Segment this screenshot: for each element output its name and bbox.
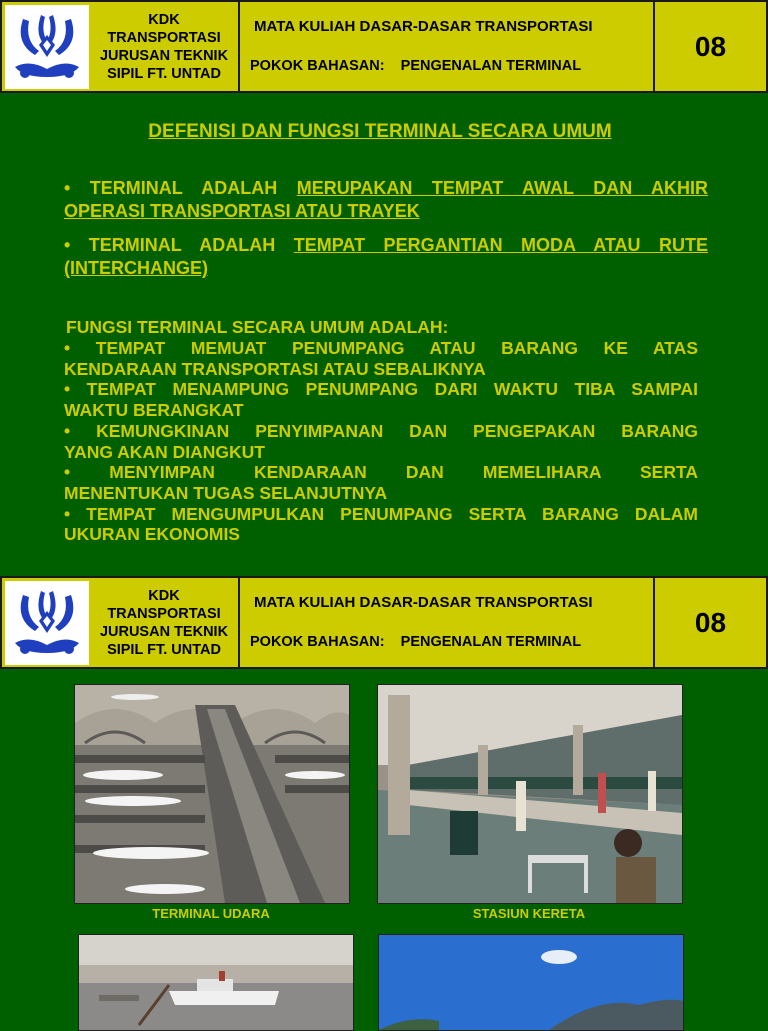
fungsi-line: KENDARAAN TRANSPORTASI ATAU SEBALIKNYA bbox=[64, 358, 486, 379]
slide2-header bbox=[0, 576, 768, 669]
fungsi-list bbox=[64, 338, 698, 545]
bus-terminal-photo bbox=[378, 934, 684, 1031]
fungsi-line: • MENYIMPAN KENDARAAN DAN MEMELIHARA SERTA bbox=[64, 462, 698, 483]
institution-line: KDK bbox=[148, 11, 180, 28]
fungsi-item bbox=[64, 338, 698, 379]
institution-line: TRANSPORTASI bbox=[107, 29, 221, 46]
photo-caption: TERMINAL UDARA bbox=[152, 906, 270, 921]
fungsi-line: WAKTU BERANGKAT bbox=[64, 400, 244, 421]
university-logo bbox=[5, 5, 89, 89]
definition-highlight: MERUPAKAN TEMPAT AWAL DAN AKHIR bbox=[296, 178, 708, 198]
fungsi-line: • TEMPAT MENGUMPULKAN PENUMPANG SERTA BARANG DALAM bbox=[64, 503, 698, 524]
institution-line: SIPIL FT. UNTAD bbox=[107, 65, 221, 82]
institution-block bbox=[90, 578, 240, 667]
institution-line: JURUSAN TEKNIK bbox=[99, 623, 229, 640]
course-title: MATA KULIAH DASAR-DASAR TRANSPORTASI bbox=[254, 18, 593, 35]
fungsi-line: • TEMPAT MENAMPUNG PENUMPANG DARI WAKTU TIBA SAMPAI bbox=[64, 379, 698, 400]
harbor-photo bbox=[78, 934, 354, 1031]
course-topic: POKOK BAHASAN: PENGENALAN TERMINAL bbox=[250, 58, 582, 74]
photo-caption: STASIUN KERETA bbox=[472, 906, 586, 921]
institution-line: JURUSAN TEKNIK bbox=[99, 47, 229, 64]
definition-prefix: • TERMINAL ADALAH bbox=[64, 178, 297, 198]
fungsi-line: • KEMUNGKINAN PENYIMPANAN DAN PENGEPAKAN BARANG bbox=[64, 420, 698, 441]
slide-number: 08 bbox=[694, 606, 727, 638]
definition-prefix: • TERMINAL ADALAH bbox=[64, 235, 294, 255]
fungsi-line: MENENTUKAN TUGAS SELANJUTNYA bbox=[64, 482, 388, 503]
fungsi-heading: FUNGSI TERMINAL SECARA UMUM ADALAH: bbox=[66, 317, 449, 337]
university-logo bbox=[5, 581, 89, 665]
fungsi-item bbox=[64, 462, 698, 503]
definition-item bbox=[64, 234, 708, 280]
definition-highlight-cont: (INTERCHANGE) bbox=[64, 258, 208, 278]
definition-highlight-cont: OPERASI TRANSPORTASI ATAU TRAYEK bbox=[64, 201, 420, 221]
course-title: MATA KULIAH DASAR-DASAR TRANSPORTASI bbox=[254, 594, 593, 611]
institution-line: SIPIL FT. UNTAD bbox=[107, 641, 221, 658]
slide-title: DEFENISI DAN FUNGSI TERMINAL SECARA UMUM bbox=[148, 121, 612, 142]
fungsi-line: UKURAN EKONOMIS bbox=[64, 524, 240, 545]
train-station-photo bbox=[377, 684, 683, 904]
fungsi-item bbox=[64, 504, 698, 545]
fungsi-item bbox=[64, 379, 698, 420]
definition-item bbox=[64, 177, 708, 223]
definition-highlight: TEMPAT PERGANTIAN MODA ATAU RUTE bbox=[293, 235, 708, 255]
course-topic: POKOK BAHASAN: PENGENALAN TERMINAL bbox=[250, 634, 582, 650]
institution-block bbox=[90, 2, 240, 91]
course-block bbox=[240, 2, 655, 91]
airport-terminal-photo bbox=[74, 684, 350, 904]
fungsi-item bbox=[64, 421, 698, 462]
slide-number: 08 bbox=[694, 30, 727, 62]
fungsi-line: • TEMPAT MEMUAT PENUMPANG ATAU BARANG KE ATAS bbox=[64, 338, 698, 358]
institution-line: KDK bbox=[148, 587, 180, 604]
institution-line: TRANSPORTASI bbox=[107, 605, 221, 622]
slide1-header bbox=[0, 0, 768, 93]
course-block bbox=[240, 578, 655, 667]
fungsi-line: YANG AKAN DIANGKUT bbox=[64, 441, 265, 462]
